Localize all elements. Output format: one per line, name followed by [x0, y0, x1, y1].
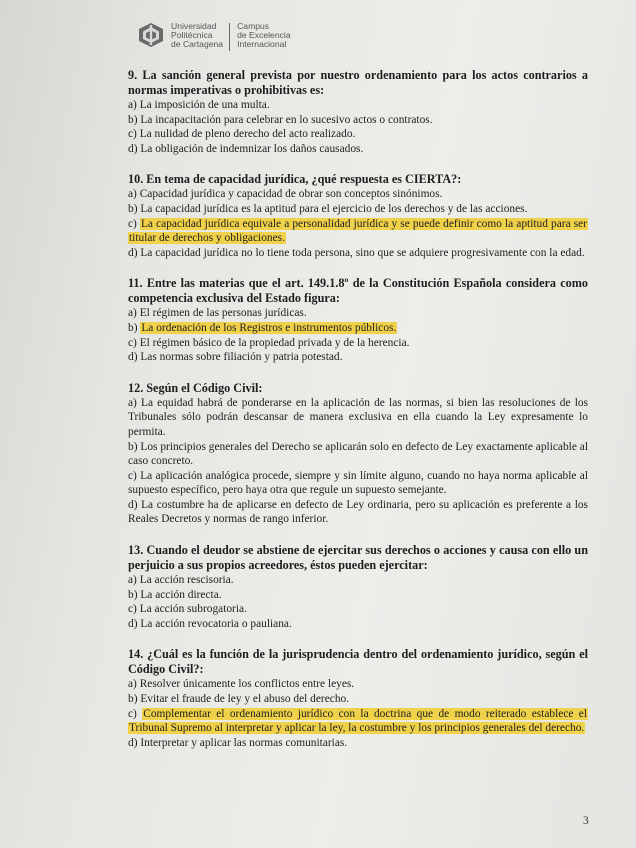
option-a: a) Capacidad jurídica y capacidad de obrar son conceptos sinónimos. — [128, 188, 443, 201]
question-14 — [128, 647, 588, 750]
option-d: d) La costumbre ha de aplicarse en defecto de Ley ordinaria, pero su aplicación es preferente a los Reales Decretos y normas de rango inferior. — [128, 498, 588, 526]
upct-logo-icon — [137, 22, 165, 48]
option-b: b) La capacidad jurídica es la aptitud para el ejercicio de los derechos y de las acciones. — [128, 202, 528, 215]
option-d: d) La obligación de indemnizar los daños causados. — [128, 142, 364, 155]
option-a: a) La acción rescisoria. — [128, 574, 234, 587]
option-b: b) La incapacitación para celebrar en lo sucesivo actos o contratos. — [128, 113, 433, 126]
option-b — [128, 321, 588, 336]
option-c: c) El régimen básico de la propiedad privada y de la herencia. — [128, 336, 410, 349]
question-title: 13. Cuando el deudor se abstiene de ejercitar sus derechos o acciones y causa con ello un perjuicio a sus propios acreedores, éstos pueden ejercitar: — [128, 543, 588, 573]
university-line: Politécnica — [171, 30, 213, 40]
option-c — [128, 217, 588, 246]
option-b: b) La acción directa. — [128, 588, 222, 601]
question-title: 10. En tema de capacidad jurídica, ¿qué respuesta es CIERTA?: — [128, 172, 462, 187]
question-12 — [128, 381, 588, 527]
campus-line: Internacional — [237, 39, 287, 49]
question-title: 12. Según el Código Civil: — [128, 380, 263, 395]
question-13 — [128, 543, 588, 631]
question-list — [128, 68, 588, 766]
question-title: 11. Entre las materias que el art. 149.1.8º de la Constitución Española considera como competencia exclusiva del Estado figura: — [128, 276, 588, 306]
option-letter: b) — [128, 321, 141, 334]
question-title: 14. ¿Cuál es la función de la jurisprudencia dentro del ordenamiento jurídico, según el Código Civil?: — [128, 647, 588, 677]
option-c: c) La aplicación analógica procede, siempre y sin límite alguno, cuando no haya norma aplicable al supuesto específico, pero haya otra que regule un supuesto semejante. — [128, 469, 588, 497]
option-a: a) Resolver únicamente los conflictos entre leyes. — [128, 678, 355, 691]
option-b: b) Evitar el fraude de ley y el abuso del derecho. — [128, 693, 350, 706]
option-d: d) Las normas sobre filiación y patria potestad. — [128, 351, 343, 364]
campus-line: de Excelencia — [237, 30, 291, 40]
option-c: c) La nulidad de pleno derecho del acto realizado. — [128, 128, 356, 141]
option-d: d) La acción revocatoria o pauliana. — [128, 617, 292, 630]
option-a: a) El régimen de las personas jurídicas. — [128, 307, 307, 320]
option-d: d) Interpretar y aplicar las normas comunitarias. — [128, 736, 348, 749]
option-b: b) Los principios generales del Derecho se aplicarán solo en defecto de Ley exactamente aplicable al caso concreto. — [128, 440, 588, 468]
campus-name — [237, 22, 291, 49]
campus-line: Campus — [237, 21, 270, 31]
logo-divider — [229, 23, 230, 51]
option-c: c) La acción subrogatoria. — [128, 603, 247, 616]
question-10 — [128, 172, 588, 260]
question-11 — [128, 276, 588, 364]
highlighted-answer: La capacidad jurídica equivale a personalidad jurídica y se puede definir como la aptitud para ser titular de derechos y obligaciones. — [129, 217, 587, 245]
option-letter: c) — [128, 217, 140, 230]
page-number: 3 — [583, 815, 589, 827]
university-line: Universidad — [171, 21, 217, 31]
option-c — [128, 707, 588, 736]
option-a: a) La equidad habrá de ponderarse en la aplicación de las normas, si bien las resoluciones de los Tribunales sólo podrán descansar de manera exclusiva en ella cuando la Ley expresamente lo permita. — [128, 396, 588, 438]
university-line: de Cartagena — [171, 39, 224, 49]
university-logo — [137, 22, 291, 51]
question-title: 9. La sanción general prevista por nuestro ordenamiento para los actos contrarios a normas imperativas o prohibitivas es: — [128, 68, 588, 97]
highlighted-answer: Complementar el ordenamiento jurídico con la doctrina que de modo reiterado establece el Tribunal Supremo al interpretar y aplicar la ley, la costumbre y los principios generales del derecho. — [129, 707, 588, 735]
option-letter: c) — [128, 707, 143, 720]
highlighted-answer: La ordenación de los Registros e instrumentos públicos. — [141, 321, 397, 334]
university-name — [171, 22, 223, 49]
option-a: a) La imposición de una multa. — [128, 99, 270, 111]
option-d: d) La capacidad jurídica no lo tiene toda persona, sino que se adquiere progresivamente con la edad. — [128, 246, 585, 259]
question-9 — [128, 68, 588, 156]
